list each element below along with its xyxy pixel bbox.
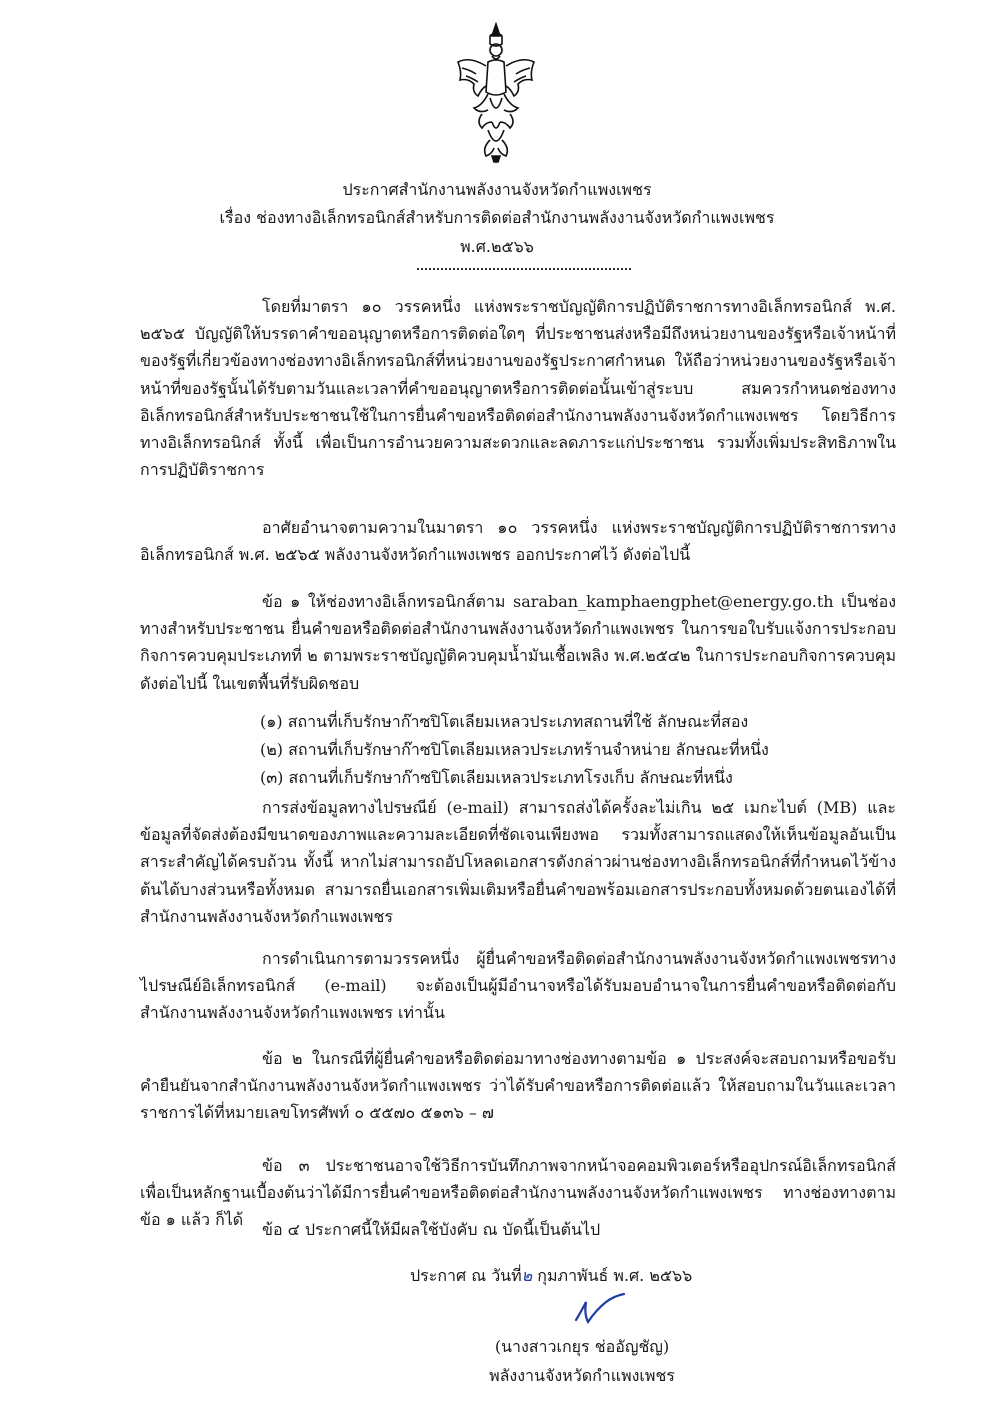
signer-name: (นางสาวเกยุร ช่ออัญชัญ) (494, 1337, 670, 1356)
signer-title: พลังงานจังหวัดกำแพงเพชร (489, 1366, 675, 1385)
paragraph-preamble: โดยที่มาตรา ๑๐ วรรคหนึ่ง แห่งพระราชบัญญัติการปฏิบัติราชการทางอิเล็กทรอนิกส์ พ.ศ. ๒๕๖๕ บัญญัติให้บรรดาคำขออนุญาตหรือการติดต่อใดๆ ที่ประชาชนส่งหรือมีถึงหน่วยงานของรัฐหรือเจ้าหน้าที่ของรัฐที่เกี่ยวข้องทางช่องทางอิเล็กทรอนิกส์ที่หน่วยงานของรัฐประกาศกำหนด ให้ถือว่าหน่วยงานของรัฐหรือเจ้าหน้าที่ของรัฐนั้นได้รับตามวันและเวลาที่คำขออนุญาตหรือการติดต่อนั้นเข้าสู่ระบบ สมควรกำหนดช่องทางอิเล็กทรอนิกส์สำหรับประชาชนใช้ในการยื่นคำขอหรือติดต่อสำนักงานพลังงานจังหวัดกำแพงเพชร โดยวิธีการทางอิเล็กทรอนิกส์ ทั้งนี้ เพื่อเป็นการอำนวยความสะดวกและลดภาระแก่ประชาชน รวมทั้งเพิ่มประสิทธิภาพในการปฏิบัติราชการ (140, 297, 896, 480)
header-divider (417, 268, 631, 270)
date-suffix: กุมภาพันธ์ พ.ศ. ๒๕๖๖ (532, 1266, 693, 1285)
announcement-year: พ.ศ.๒๕๖๖ (460, 237, 534, 256)
announcement-title: ประกาศสำนักงานพลังงานจังหวัดกำแพงเพชร (342, 180, 652, 199)
date-prefix: ประกาศ ณ วันที่ (410, 1266, 522, 1285)
list-item: (๑) สถานที่เก็บรักษาก๊าซปิโตเลียมเหลวประเภทสถานที่ใช้ ลักษณะที่สอง (260, 712, 749, 731)
handwritten-signature (570, 1292, 630, 1328)
date-day: ๒ (521, 1266, 533, 1285)
paragraph-authority: อาศัยอำนาจตามความในมาตรา ๑๐ วรรคหนึ่ง แห่งพระราชบัญญัติการปฏิบัติราชการทางอิเล็กทรอนิกส์ พ.ศ. ๒๕๖๕ พลังงานจังหวัดกำแพงเพชร ออกประกาศไว้ ดังต่อไปนี้ (140, 518, 896, 565)
paragraph-clause-2: ข้อ ๒ ในกรณีที่ผู้ยื่นคำขอหรือติดต่อมาทางช่องทางตามข้อ ๑ ประสงค์จะสอบถามหรือขอรับคำยืนยันจากสำนักงานพลังงานจังหวัดกำแพงเพชร ว่าได้รับคำขอหรือการติดต่อแล้ว ให้สอบถามในวันและเวลาราชการได้ที่หมายเลขโทรศัพท์ ๐ ๕๕๗๐ ๕๑๓๖ – ๗ (140, 1049, 896, 1123)
paragraph-clause-1: ข้อ ๑ ให้ช่องทางอิเล็กทรอนิกส์ตาม saraban_kamphaengphet@energy.go.th เป็นช่องทางสำหรับประชาชน ยื่นคำขอหรือติดต่อสำนักงานพลังงานจังหวัดกำแพงเพชร ในการขอใบรับแจ้งการประกอบกิจการควบคุมประเภทที่ ๒ ตามพระราชบัญญัติควบคุมน้ำมันเชื้อเพลิง พ.ศ.๒๕๔๒ ในการประกอบกิจการควบคุมดังต่อไปนี้ ในเขตพื้นที่รับผิดชอบ (140, 592, 896, 693)
list-item: (๓) สถานที่เก็บรักษาก๊าซปิโตเลียมเหลวประเภทโรงเก็บ ลักษณะที่หนึ่ง (260, 768, 733, 787)
paragraph-clause-4: ข้อ ๔ ประกาศนี้ให้มีผลใช้บังคับ ณ บัดนี้เป็นต้นไป (262, 1220, 601, 1239)
announcement-subject: เรื่อง ช่องทางอิเล็กทรอนิกส์สำหรับการติดต่อสำนักงานพลังงานจังหวัดกำแพงเพชร (219, 208, 775, 227)
paragraph-clause-3: ข้อ ๓ ประชาชนอาจใช้วิธีการบันทึกภาพจากหน้าจอคอมพิวเตอร์หรืออุปกรณ์อิเล็กทรอนิกส์เพื่อเป็นหลักฐานเบื้องต้นว่าได้มีการยื่นคำขอหรือติดต่อสำนักงานพลังงานจังหวัดกำแพงเพชร ทางช่องทางตามข้อ ๑ แล้ว ก็ได้ (140, 1156, 896, 1230)
garuda-emblem-icon (452, 22, 540, 164)
paragraph-authorized-person: การดำเนินการตามวรรคหนึ่ง ผู้ยื่นคำขอหรือติดต่อสำนักงานพลังงานจังหวัดกำแพงเพชรทางไปรษณีย์อิเล็กทรอนิกส์ (e-mail) จะต้องเป็นผู้มีอำนาจหรือได้รับมอบอำนาจในการยื่นคำขอหรือติดต่อกับสำนักงานพลังงานจังหวัดกำแพงเพชร เท่านั้น (140, 949, 896, 1023)
list-item: (๒) สถานที่เก็บรักษาก๊าซปิโตเลียมเหลวประเภทร้านจำหน่าย ลักษณะที่หนึ่ง (260, 740, 769, 759)
announcement-date (410, 1262, 692, 1289)
paragraph-email-limit: การส่งข้อมูลทางไปรษณีย์ (e-mail) สามารถส่งได้ครั้งละไม่เกิน ๒๕ เมกะไบต์ (MB) และข้อมูลที่จัดส่งต้องมีขนาดของภาพและความละเอียดที่ชัดเจนเพียงพอ รวมทั้งสามารถแสดงให้เห็นข้อมูลอันเป็นสาระสำคัญได้ครบถ้วน ทั้งนี้ หากไม่สามารถอัปโหลดเอกสารดังกล่าวผ่านช่องทางอิเล็กทรอนิกส์ที่กำหนดไว้ข้างต้นได้บางส่วนหรือทั้งหมด สามารถยื่นเอกสารเพิ่มเติมหรือยื่นคำขอพร้อมเอกสารประกอบทั้งหมดด้วยตนเองได้ที่สำนักงานพลังงานจังหวัดกำแพงเพชร (140, 798, 896, 926)
